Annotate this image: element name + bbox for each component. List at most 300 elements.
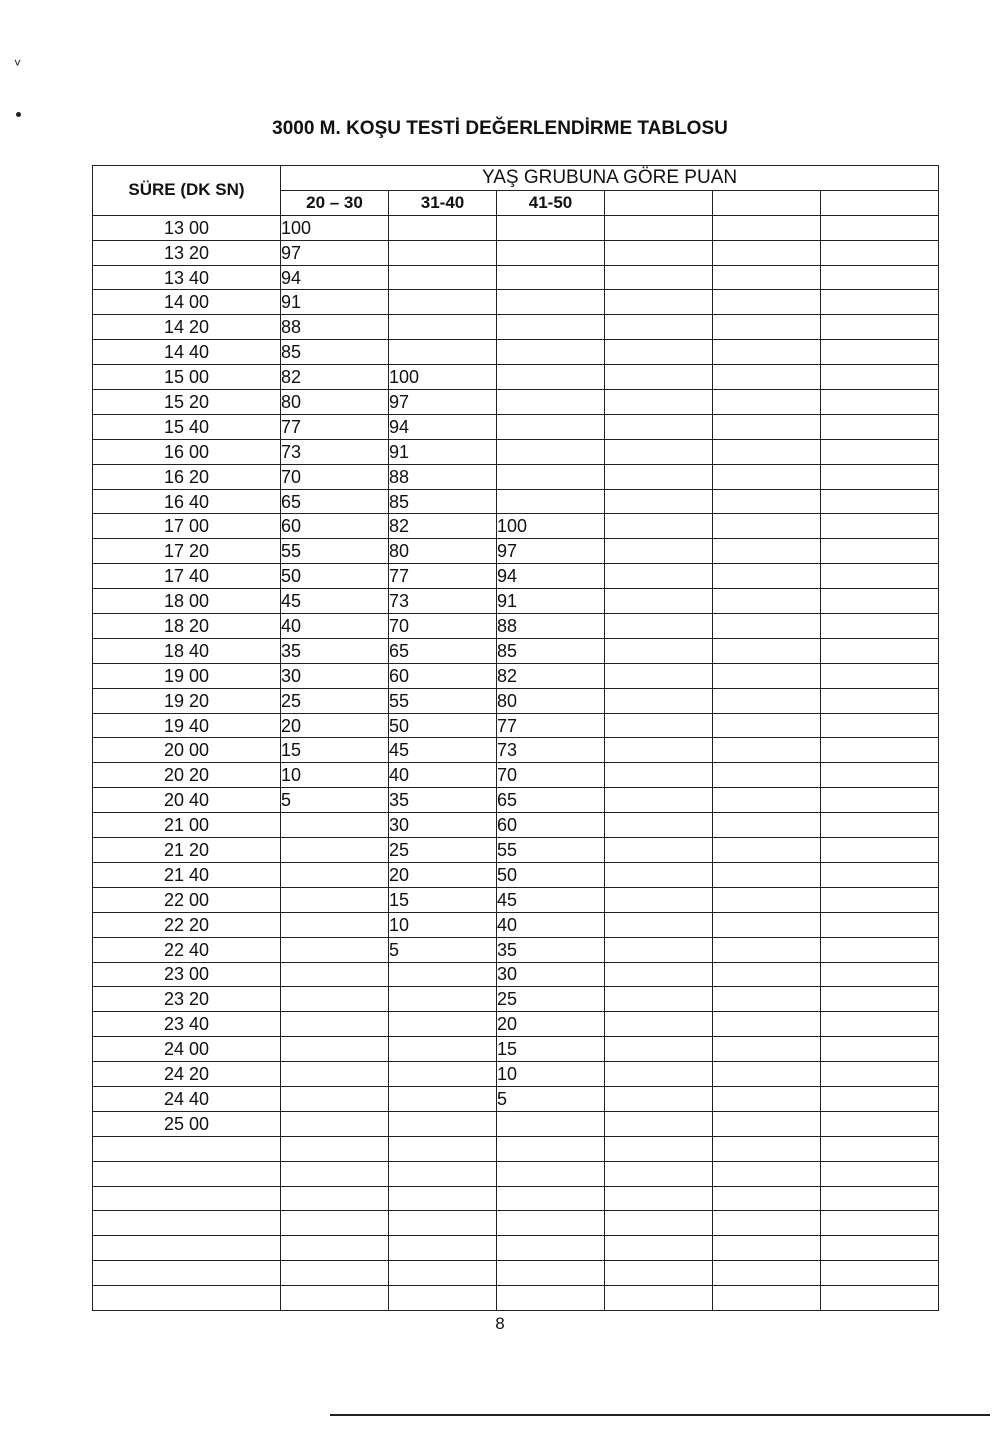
empty-cell	[713, 813, 821, 838]
time-cell: 16 40	[93, 489, 281, 514]
score-cell-31-40: 82	[389, 514, 497, 539]
empty-cell	[605, 240, 713, 265]
score-cell-31-40	[389, 265, 497, 290]
empty-cell	[713, 464, 821, 489]
score-cell-41-50	[497, 265, 605, 290]
score-cell-20-30: 30	[281, 663, 389, 688]
empty-cell	[605, 1161, 713, 1186]
score-cell-41-50	[497, 1136, 605, 1161]
score-cell-31-40: 100	[389, 365, 497, 390]
score-cell-20-30	[281, 838, 389, 863]
score-cell-41-50: 30	[497, 962, 605, 987]
time-cell: 21 20	[93, 838, 281, 863]
empty-cell	[605, 663, 713, 688]
empty-cell	[821, 240, 939, 265]
score-cell-41-50: 35	[497, 937, 605, 962]
footer-line	[330, 1414, 990, 1416]
table-row	[93, 365, 939, 390]
score-cell-20-30: 82	[281, 365, 389, 390]
score-cell-20-30	[281, 962, 389, 987]
empty-cell	[605, 738, 713, 763]
scan-dot	[16, 112, 21, 117]
score-cell-41-50	[497, 1186, 605, 1211]
empty-cell	[821, 638, 939, 663]
score-cell-20-30: 77	[281, 414, 389, 439]
empty-cell	[605, 589, 713, 614]
empty-cell	[821, 315, 939, 340]
empty-cell	[605, 788, 713, 813]
empty-cell	[713, 962, 821, 987]
score-cell-41-50	[497, 215, 605, 240]
empty-cell	[821, 987, 939, 1012]
table-row	[93, 838, 939, 863]
empty-cell	[605, 315, 713, 340]
empty-cell	[605, 862, 713, 887]
time-cell: 13 00	[93, 215, 281, 240]
score-cell-20-30: 60	[281, 514, 389, 539]
age-group-header: YAŞ GRUBUNA GÖRE PUAN	[281, 166, 939, 191]
time-cell: 17 40	[93, 564, 281, 589]
score-cell-31-40: 60	[389, 663, 497, 688]
score-cell-20-30	[281, 1136, 389, 1161]
score-cell-31-40	[389, 1236, 497, 1261]
score-cell-41-50: 100	[497, 514, 605, 539]
time-cell: 19 40	[93, 713, 281, 738]
table-row	[93, 390, 939, 415]
score-cell-31-40: 10	[389, 912, 497, 937]
page-title: 3000 M. KOŞU TESTİ DEĞERLENDİRME TABLOSU	[272, 118, 728, 139]
age-header-empty	[821, 190, 939, 215]
empty-cell	[713, 1186, 821, 1211]
empty-cell	[821, 813, 939, 838]
table-row	[93, 688, 939, 713]
score-cell-31-40	[389, 340, 497, 365]
time-cell: 14 20	[93, 315, 281, 340]
score-cell-31-40: 94	[389, 414, 497, 439]
empty-cell	[713, 315, 821, 340]
score-cell-20-30: 45	[281, 589, 389, 614]
empty-cell	[821, 937, 939, 962]
empty-cell	[605, 1111, 713, 1136]
empty-cell	[821, 1111, 939, 1136]
table-row	[93, 987, 939, 1012]
empty-cell	[713, 638, 821, 663]
score-cell-41-50: 80	[497, 688, 605, 713]
empty-cell	[713, 688, 821, 713]
score-cell-20-30	[281, 813, 389, 838]
score-cell-20-30: 91	[281, 290, 389, 315]
score-cell-41-50: 77	[497, 713, 605, 738]
empty-cell	[713, 912, 821, 937]
score-cell-31-40: 91	[389, 439, 497, 464]
table-row	[93, 663, 939, 688]
score-cell-31-40: 50	[389, 713, 497, 738]
empty-cell	[605, 489, 713, 514]
empty-cell	[713, 1261, 821, 1286]
time-cell: 23 20	[93, 987, 281, 1012]
empty-cell	[605, 539, 713, 564]
score-cell-41-50: 85	[497, 638, 605, 663]
table-row	[93, 240, 939, 265]
score-cell-20-30	[281, 1037, 389, 1062]
score-cell-20-30: 80	[281, 390, 389, 415]
score-cell-31-40	[389, 315, 497, 340]
empty-cell	[713, 788, 821, 813]
score-cell-41-50: 50	[497, 862, 605, 887]
empty-cell	[821, 1136, 939, 1161]
score-cell-31-40: 35	[389, 788, 497, 813]
score-cell-41-50	[497, 1261, 605, 1286]
table-row	[93, 1136, 939, 1161]
time-cell: 24 20	[93, 1062, 281, 1087]
score-cell-20-30	[281, 1062, 389, 1087]
time-cell: 13 40	[93, 265, 281, 290]
table-row	[93, 1086, 939, 1111]
table-row	[93, 265, 939, 290]
score-cell-20-30: 40	[281, 614, 389, 639]
table-row	[93, 713, 939, 738]
table-body	[93, 215, 939, 1310]
time-cell: 18 00	[93, 589, 281, 614]
time-cell: 14 40	[93, 340, 281, 365]
score-cell-41-50: 65	[497, 788, 605, 813]
empty-cell	[821, 1236, 939, 1261]
empty-cell	[821, 215, 939, 240]
score-cell-20-30: 50	[281, 564, 389, 589]
score-cell-31-40: 70	[389, 614, 497, 639]
empty-cell	[821, 464, 939, 489]
empty-cell	[605, 1136, 713, 1161]
empty-cell	[605, 1286, 713, 1311]
table-row	[93, 738, 939, 763]
table-row	[93, 614, 939, 639]
empty-cell	[713, 489, 821, 514]
empty-cell	[821, 439, 939, 464]
score-cell-31-40	[389, 1012, 497, 1037]
score-cell-31-40	[389, 1211, 497, 1236]
score-cell-41-50	[497, 1286, 605, 1311]
time-cell: 13 20	[93, 240, 281, 265]
empty-cell	[821, 290, 939, 315]
time-cell: 23 00	[93, 962, 281, 987]
time-cell: 21 00	[93, 813, 281, 838]
age-header-empty	[713, 190, 821, 215]
score-cell-31-40	[389, 962, 497, 987]
empty-cell	[713, 614, 821, 639]
empty-cell	[605, 887, 713, 912]
score-cell-31-40	[389, 240, 497, 265]
score-cell-20-30: 70	[281, 464, 389, 489]
score-cell-31-40	[389, 987, 497, 1012]
empty-cell	[821, 862, 939, 887]
empty-cell	[821, 887, 939, 912]
age-header-31-40: 31-40	[389, 190, 497, 215]
empty-cell	[821, 1086, 939, 1111]
score-cell-31-40: 55	[389, 688, 497, 713]
page-number: 8	[495, 1314, 505, 1333]
empty-cell	[713, 1211, 821, 1236]
empty-cell	[713, 987, 821, 1012]
empty-cell	[605, 688, 713, 713]
table-row	[93, 589, 939, 614]
table-row	[93, 937, 939, 962]
table-row	[93, 1037, 939, 1062]
time-cell: 16 00	[93, 439, 281, 464]
empty-cell	[605, 962, 713, 987]
score-cell-41-50	[497, 464, 605, 489]
score-cell-20-30: 15	[281, 738, 389, 763]
empty-cell	[713, 1012, 821, 1037]
time-cell: 24 40	[93, 1086, 281, 1111]
table-row	[93, 1161, 939, 1186]
score-cell-41-50: 25	[497, 987, 605, 1012]
empty-cell	[605, 439, 713, 464]
score-cell-41-50: 15	[497, 1037, 605, 1062]
time-cell	[93, 1236, 281, 1261]
table-row	[93, 1012, 939, 1037]
time-column-header: SÜRE (DK SN)	[93, 166, 281, 216]
empty-cell	[713, 937, 821, 962]
empty-cell	[605, 1086, 713, 1111]
table-row	[93, 1236, 939, 1261]
empty-cell	[605, 514, 713, 539]
score-cell-20-30	[281, 1012, 389, 1037]
score-cell-41-50	[497, 1161, 605, 1186]
table-row	[93, 215, 939, 240]
empty-cell	[821, 1286, 939, 1311]
empty-cell	[605, 1211, 713, 1236]
score-cell-41-50	[497, 240, 605, 265]
table-row	[93, 414, 939, 439]
empty-cell	[713, 1236, 821, 1261]
empty-cell	[713, 1062, 821, 1087]
score-cell-31-40	[389, 1062, 497, 1087]
table-row	[93, 290, 939, 315]
empty-cell	[605, 390, 713, 415]
score-cell-20-30	[281, 912, 389, 937]
score-cell-31-40: 25	[389, 838, 497, 863]
time-cell: 21 40	[93, 862, 281, 887]
empty-cell	[821, 265, 939, 290]
score-cell-20-30	[281, 1261, 389, 1286]
empty-cell	[605, 813, 713, 838]
score-cell-41-50	[497, 290, 605, 315]
empty-cell	[713, 1086, 821, 1111]
score-cell-41-50: 45	[497, 887, 605, 912]
score-cell-41-50	[497, 340, 605, 365]
time-cell: 22 40	[93, 937, 281, 962]
table-row	[93, 788, 939, 813]
empty-cell	[605, 365, 713, 390]
score-cell-20-30: 20	[281, 713, 389, 738]
empty-cell	[713, 414, 821, 439]
score-cell-41-50: 82	[497, 663, 605, 688]
score-cell-41-50: 91	[497, 589, 605, 614]
score-cell-41-50	[497, 390, 605, 415]
time-cell: 15 40	[93, 414, 281, 439]
score-cell-20-30	[281, 1086, 389, 1111]
score-cell-31-40: 20	[389, 862, 497, 887]
empty-cell	[605, 638, 713, 663]
table-row	[93, 315, 939, 340]
score-cell-20-30	[281, 1186, 389, 1211]
score-cell-31-40	[389, 1286, 497, 1311]
time-cell	[93, 1136, 281, 1161]
score-cell-41-50: 88	[497, 614, 605, 639]
score-cell-41-50: 97	[497, 539, 605, 564]
table-row	[93, 1211, 939, 1236]
time-cell: 19 20	[93, 688, 281, 713]
table-row	[93, 813, 939, 838]
time-cell	[93, 1211, 281, 1236]
time-cell: 20 20	[93, 763, 281, 788]
empty-cell	[605, 340, 713, 365]
table-row	[93, 862, 939, 887]
empty-cell	[713, 1111, 821, 1136]
empty-cell	[713, 713, 821, 738]
empty-cell	[605, 713, 713, 738]
score-cell-31-40	[389, 290, 497, 315]
table-row	[93, 887, 939, 912]
score-cell-20-30	[281, 1211, 389, 1236]
empty-cell	[821, 688, 939, 713]
empty-cell	[605, 763, 713, 788]
empty-cell	[713, 663, 821, 688]
table-row	[93, 1062, 939, 1087]
empty-cell	[605, 464, 713, 489]
age-header-empty	[605, 190, 713, 215]
empty-cell	[605, 1261, 713, 1286]
empty-cell	[605, 912, 713, 937]
empty-cell	[605, 265, 713, 290]
table-row	[93, 340, 939, 365]
empty-cell	[821, 738, 939, 763]
score-cell-20-30	[281, 937, 389, 962]
empty-cell	[713, 1037, 821, 1062]
age-header-20-30: 20 – 30	[281, 190, 389, 215]
empty-cell	[713, 539, 821, 564]
scan-mark: ˅	[14, 56, 22, 70]
score-cell-31-40: 5	[389, 937, 497, 962]
score-cell-31-40: 80	[389, 539, 497, 564]
score-cell-20-30	[281, 1161, 389, 1186]
score-cell-41-50: 10	[497, 1062, 605, 1087]
empty-cell	[713, 514, 821, 539]
empty-cell	[605, 1037, 713, 1062]
time-cell: 15 00	[93, 365, 281, 390]
score-cell-41-50	[497, 489, 605, 514]
score-cell-41-50	[497, 365, 605, 390]
score-cell-41-50	[497, 315, 605, 340]
score-cell-20-30: 85	[281, 340, 389, 365]
score-cell-20-30: 55	[281, 539, 389, 564]
table-row	[93, 763, 939, 788]
empty-cell	[713, 738, 821, 763]
empty-cell	[605, 290, 713, 315]
time-cell	[93, 1261, 281, 1286]
score-cell-20-30: 65	[281, 489, 389, 514]
table-row	[93, 489, 939, 514]
score-cell-31-40: 97	[389, 390, 497, 415]
time-cell: 20 40	[93, 788, 281, 813]
table-row	[93, 564, 939, 589]
time-cell: 25 00	[93, 1111, 281, 1136]
score-cell-41-50: 20	[497, 1012, 605, 1037]
score-cell-31-40	[389, 1037, 497, 1062]
empty-cell	[605, 614, 713, 639]
empty-cell	[713, 862, 821, 887]
score-cell-41-50	[497, 414, 605, 439]
empty-cell	[821, 1261, 939, 1286]
score-cell-31-40: 30	[389, 813, 497, 838]
empty-cell	[713, 763, 821, 788]
empty-cell	[821, 614, 939, 639]
empty-cell	[605, 215, 713, 240]
time-cell: 17 00	[93, 514, 281, 539]
empty-cell	[713, 1136, 821, 1161]
empty-cell	[605, 1012, 713, 1037]
empty-cell	[821, 1062, 939, 1087]
empty-cell	[821, 489, 939, 514]
score-cell-20-30	[281, 1236, 389, 1261]
table-row	[93, 912, 939, 937]
score-cell-31-40	[389, 1086, 497, 1111]
empty-cell	[713, 290, 821, 315]
time-cell	[93, 1161, 281, 1186]
empty-cell	[821, 1161, 939, 1186]
empty-cell	[821, 912, 939, 937]
time-cell: 22 00	[93, 887, 281, 912]
empty-cell	[605, 414, 713, 439]
empty-cell	[821, 414, 939, 439]
empty-cell	[821, 365, 939, 390]
score-cell-31-40: 88	[389, 464, 497, 489]
score-cell-20-30: 100	[281, 215, 389, 240]
empty-cell	[713, 564, 821, 589]
score-cell-41-50: 94	[497, 564, 605, 589]
empty-cell	[821, 514, 939, 539]
score-cell-41-50	[497, 1211, 605, 1236]
score-cell-20-30: 88	[281, 315, 389, 340]
time-cell: 19 00	[93, 663, 281, 688]
time-cell: 18 40	[93, 638, 281, 663]
empty-cell	[605, 1236, 713, 1261]
header-row-1	[93, 166, 939, 191]
score-cell-41-50	[497, 439, 605, 464]
score-cell-41-50: 60	[497, 813, 605, 838]
empty-cell	[605, 1186, 713, 1211]
empty-cell	[821, 663, 939, 688]
table-row	[93, 439, 939, 464]
score-cell-31-40: 40	[389, 763, 497, 788]
score-cell-31-40: 77	[389, 564, 497, 589]
table-row	[93, 962, 939, 987]
empty-cell	[713, 1161, 821, 1186]
score-cell-31-40: 15	[389, 887, 497, 912]
empty-cell	[605, 1062, 713, 1087]
score-cell-20-30	[281, 987, 389, 1012]
score-cell-31-40: 85	[389, 489, 497, 514]
score-cell-31-40: 73	[389, 589, 497, 614]
time-cell: 23 40	[93, 1012, 281, 1037]
table-row	[93, 1111, 939, 1136]
empty-cell	[821, 390, 939, 415]
table-row	[93, 514, 939, 539]
score-cell-31-40	[389, 1261, 497, 1286]
score-cell-31-40	[389, 1111, 497, 1136]
empty-cell	[821, 763, 939, 788]
empty-cell	[821, 564, 939, 589]
